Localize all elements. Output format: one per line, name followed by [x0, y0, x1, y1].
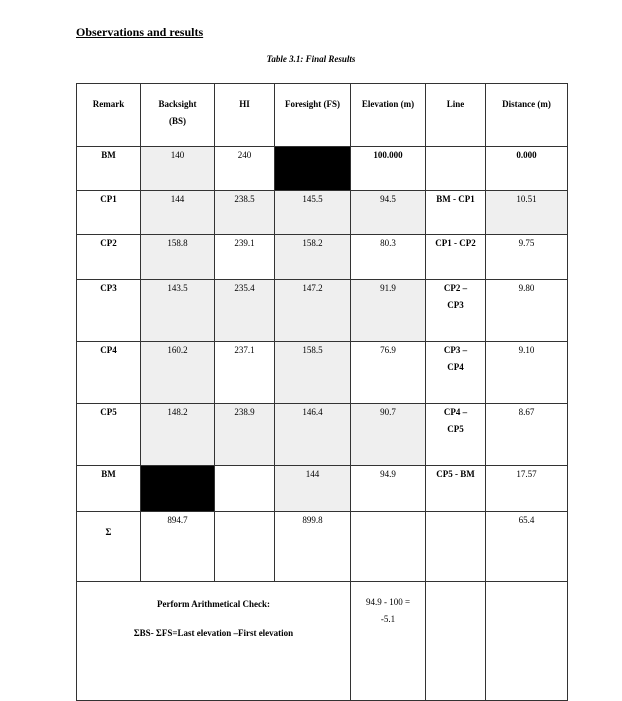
- cell-line-part1: CP4 –: [443, 407, 468, 417]
- cell-remark: CP4: [77, 342, 141, 404]
- cell-hi: 239.1: [215, 235, 275, 280]
- cell-hi: 235.4: [215, 280, 275, 342]
- cell-fs: 147.2: [275, 280, 351, 342]
- table-row: [77, 280, 568, 342]
- cell-distance: 10.51: [486, 191, 568, 235]
- cell-elevation: 100.000: [351, 147, 426, 191]
- cell-distance: 17.57: [486, 466, 568, 512]
- cell-elevation: 76.9: [351, 342, 426, 404]
- cell-line: BM - CP1: [426, 191, 486, 235]
- check-title: Perform Arithmetical Check:: [157, 599, 270, 609]
- cell-line-part2: CP5: [447, 424, 464, 434]
- sum-row: [77, 512, 568, 582]
- table-row: [77, 235, 568, 280]
- section-heading: Observations and results: [76, 25, 204, 39]
- cell-line-part2: CP4: [447, 362, 464, 372]
- header-elevation: Elevation (m): [351, 84, 426, 147]
- header-backsight: [141, 84, 215, 147]
- cell-fs: 158.2: [275, 235, 351, 280]
- cell-bs: 143.5: [141, 280, 215, 342]
- cell-distance: 9.80: [486, 280, 568, 342]
- cell-remark: BM: [77, 466, 141, 512]
- sum-fs: 899.8: [275, 512, 351, 582]
- results-table: [76, 83, 568, 701]
- cell-remark: BM: [77, 147, 141, 191]
- sum-symbol: Σ: [77, 512, 141, 582]
- check-row: [77, 582, 568, 701]
- header-remark: Remark: [77, 84, 141, 147]
- table-row: [77, 404, 568, 466]
- cell-hi: [215, 466, 275, 512]
- header-backsight-line1: Backsight: [158, 99, 197, 109]
- cell-remark: CP1: [77, 191, 141, 235]
- cell-fs-redacted: [275, 147, 351, 191]
- cell-bs: 144: [141, 191, 215, 235]
- cell-line: [426, 280, 486, 342]
- table-row: [77, 191, 568, 235]
- cell-elevation: 90.7: [351, 404, 426, 466]
- cell-hi: 238.5: [215, 191, 275, 235]
- check-empty-distance: [486, 582, 568, 701]
- cell-line-part1: CP3 –: [443, 345, 468, 355]
- sum-bs: 894.7: [141, 512, 215, 582]
- cell-fs: 146.4: [275, 404, 351, 466]
- check-calc-line2: -5.1: [380, 614, 396, 624]
- cell-bs: 140: [141, 147, 215, 191]
- cell-bs: 148.2: [141, 404, 215, 466]
- check-empty-line: [426, 582, 486, 701]
- header-backsight-line2: (BS): [168, 116, 186, 126]
- cell-line: [426, 147, 486, 191]
- cell-distance: 8.67: [486, 404, 568, 466]
- cell-remark: CP2: [77, 235, 141, 280]
- cell-line-part2: CP3: [447, 300, 464, 310]
- header-hi: HI: [215, 84, 275, 147]
- cell-elevation: 94.9: [351, 466, 426, 512]
- cell-distance: 9.75: [486, 235, 568, 280]
- cell-elevation: 94.5: [351, 191, 426, 235]
- cell-line: CP1 - CP2: [426, 235, 486, 280]
- cell-hi: 238.9: [215, 404, 275, 466]
- table-row: [77, 466, 568, 512]
- cell-distance: 0.000: [486, 147, 568, 191]
- cell-elevation: 91.9: [351, 280, 426, 342]
- cell-line-part1: CP2 –: [443, 283, 468, 293]
- cell-bs-redacted: [141, 466, 215, 512]
- sum-line: [426, 512, 486, 582]
- sum-elevation: [351, 512, 426, 582]
- cell-fs: 144: [275, 466, 351, 512]
- table-row: [77, 342, 568, 404]
- cell-line: CP5 - BM: [426, 466, 486, 512]
- cell-line: [426, 404, 486, 466]
- check-text-cell: [77, 582, 351, 701]
- cell-remark: CP3: [77, 280, 141, 342]
- header-distance: Distance (m): [486, 84, 568, 147]
- cell-remark: CP5: [77, 404, 141, 466]
- check-calc-cell: [351, 582, 426, 701]
- header-foresight: Foresight (FS): [275, 84, 351, 147]
- table-caption: Table 3.1: Final Results: [266, 54, 356, 64]
- cell-hi: 237.1: [215, 342, 275, 404]
- cell-elevation: 80.3: [351, 235, 426, 280]
- cell-hi: 240: [215, 147, 275, 191]
- cell-fs: 158.5: [275, 342, 351, 404]
- cell-bs: 160.2: [141, 342, 215, 404]
- check-formula: ΣBS- ΣFS=Last elevation –First elevation: [133, 628, 294, 638]
- header-line: Line: [426, 84, 486, 147]
- header-row: [77, 84, 568, 147]
- cell-fs: 145.5: [275, 191, 351, 235]
- table-row: [77, 147, 568, 191]
- cell-distance: 9.10: [486, 342, 568, 404]
- cell-line: [426, 342, 486, 404]
- check-calc-line1: 94.9 - 100 =: [365, 597, 411, 607]
- cell-bs: 158.8: [141, 235, 215, 280]
- sum-hi: [215, 512, 275, 582]
- sum-distance: 65.4: [486, 512, 568, 582]
